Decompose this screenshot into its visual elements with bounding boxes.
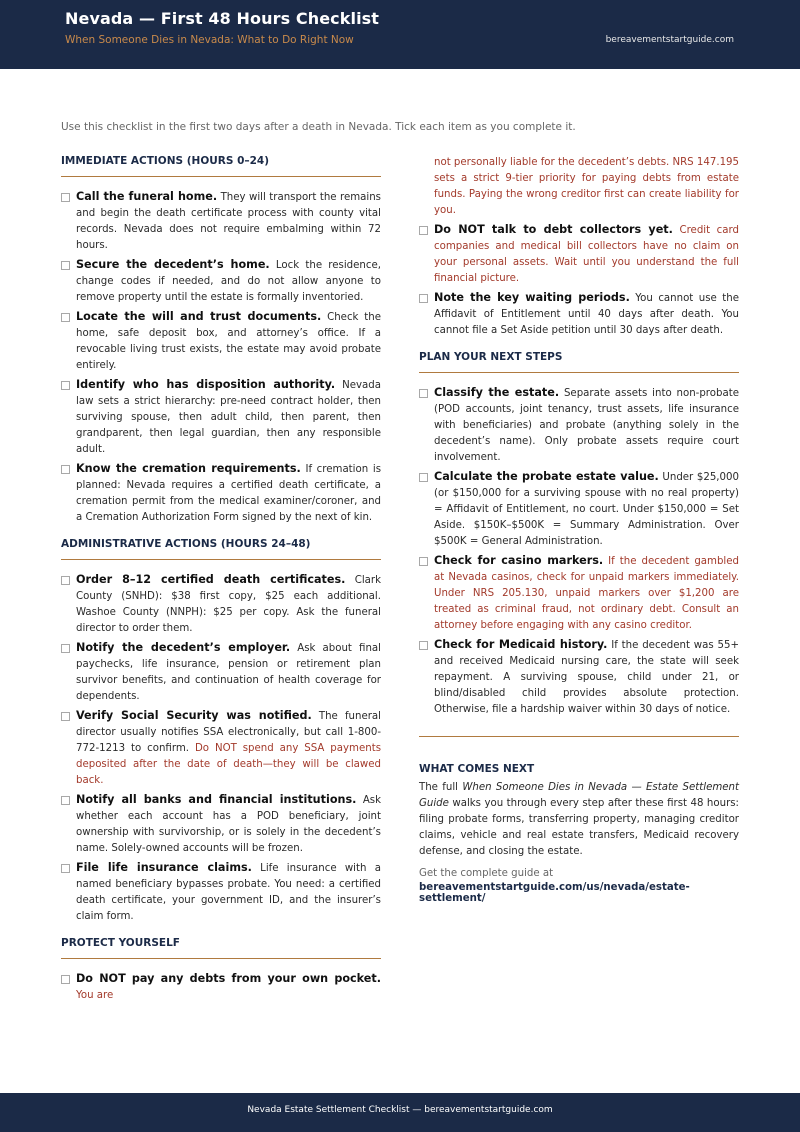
checkbox[interactable] [61, 796, 70, 805]
item-lead: Identify who has disposition authority. [76, 378, 336, 391]
checklist-item [61, 792, 381, 857]
item-lead: Notify the decedent’s employer. [76, 641, 291, 654]
guide-link[interactable]: bereavementstartguide.com/us/nevada/estate-settlement/ [419, 882, 690, 904]
checkbox[interactable] [61, 712, 70, 721]
checkbox[interactable] [61, 644, 70, 653]
page-header [0, 0, 800, 69]
item-warning: Credit card companies and medical bill collectors have no claim on your personal assets. Wait until you understand the full financial picture. [434, 225, 739, 284]
item-lead: Call the funeral home. [76, 190, 218, 203]
checkbox[interactable] [419, 473, 428, 482]
what-comes-next-heading: WHAT COMES NEXT [419, 763, 535, 775]
checklist-item [419, 637, 739, 718]
item-lead: Do NOT pay any debts from your own pocket. [76, 972, 381, 985]
item-lead: Calculate the probate estate value. [434, 470, 659, 483]
item-lead: Check for Medicaid history. [434, 638, 608, 651]
item-warning: You are [76, 990, 114, 1001]
checklist-item [419, 290, 739, 339]
item-lead: Check for casino markers. [434, 554, 604, 567]
checklist-item [419, 469, 739, 550]
guide-cta: Get the complete guide at [419, 868, 554, 879]
checklist-item [61, 572, 381, 637]
intro-text: Use this checklist in the first two days after a death in Nevada. Tick each item as you complete it. [61, 121, 576, 133]
item-text: Separate assets into non-probate (POD accounts, joint tenancy, trust assets, life insurance with beneficiaries) and probate (anything solely in the decedent’s name). Only probate assets require court involvement. [434, 388, 739, 463]
item-text: Under $25,000 (or $150,000 for a surviving spouse with no real property) = Affidavit of Entitlement, no court. Under $150,000 = Set Aside. $150K–$500K = Summary Administration. Over $500K = General Administration. [434, 472, 739, 547]
item-lead: Notify all banks and financial institutions. [76, 793, 357, 806]
item-warning: Do NOT spend any SSA payments deposited after the date of death—they will be clawed back. [76, 743, 381, 786]
body-pre: The full [419, 782, 463, 793]
checklist-item [61, 309, 381, 374]
checkbox[interactable] [419, 226, 428, 235]
item-lead: File life insurance claims. [76, 861, 252, 874]
right-column [419, 155, 739, 904]
item-lead: Note the key waiting periods. [434, 291, 630, 304]
divider [419, 736, 739, 737]
checkbox[interactable] [61, 465, 70, 474]
item-text: You cannot use the Affidavit of Entitlement until 40 days after death. You cannot file a Set Aside petition until 30 days after death. [434, 293, 739, 336]
item-text: Nevada law sets a strict hierarchy: pre-need contract holder, then surviving spouse, then adult child, then parent, then grandparent, then legal guardian, then any responsible adult. [76, 380, 381, 455]
item-text: If cremation is planned: Nevada requires a certified death certificate, a cremation permit from the medical examiner/coroner, and a Cremation Authorization Form signed by the next of kin. [76, 464, 381, 523]
section-heading-protect: PROTECT YOURSELF [61, 937, 381, 959]
page-subtitle: When Someone Dies in Nevada: What to Do Right Now [65, 34, 354, 46]
section-heading-plan: PLAN YOUR NEXT STEPS [419, 351, 739, 373]
what-comes-next-body [419, 780, 739, 860]
section-heading-administrative: ADMINISTRATIVE ACTIONS (HOURS 24–48) [61, 538, 381, 560]
item-text: They will transport the remains and begin the death certificate process with county vital records. Nevada does not require embalming within 72 hours. [76, 192, 381, 251]
checkbox[interactable] [61, 381, 70, 390]
item-lead: Classify the estate. [434, 386, 560, 399]
checklist-protect [61, 971, 381, 1004]
section-heading-immediate: IMMEDIATE ACTIONS (HOURS 0–24) [61, 155, 381, 177]
checkbox[interactable] [419, 389, 428, 398]
checkbox[interactable] [61, 193, 70, 202]
checklist-item [61, 377, 381, 458]
item-lead: Do NOT talk to debt collectors yet. [434, 223, 673, 236]
item-text: Clark County (SNHD): $38 first copy, $25 each additional. Washoe County (NNPH): $25 per copy. Ask the funeral director to order them. [76, 575, 382, 634]
checklist-immediate [61, 189, 381, 526]
item-lead: Verify Social Security was notified. [76, 709, 312, 722]
checklist-item [61, 708, 381, 789]
checkbox[interactable] [61, 975, 70, 984]
checklist-item [61, 640, 381, 705]
guide-title: When Someone Dies in Nevada — Estate Settlement Guide [419, 782, 739, 809]
checklist-item [419, 222, 739, 287]
checkbox[interactable] [419, 641, 428, 650]
checkbox[interactable] [61, 261, 70, 270]
item-text: Ask whether each account has a POD beneficiary, joint ownership with survivorship, or is solely in the decedent’s name. Solely-owned accounts will be frozen. [76, 795, 382, 854]
checklist-item [61, 860, 381, 925]
item-text: Check the home, safe deposit box, and attorney’s office. If a revocable living trust exists, the estate may avoid probate entirely. [76, 312, 382, 371]
checkbox[interactable] [61, 313, 70, 322]
item-text: Lock the residence, change codes if needed, and do not allow anyone to remove property until the estate is formally inventoried. [76, 260, 381, 303]
checkbox[interactable] [61, 576, 70, 585]
item-text: Life insurance with a named beneficiary bypasses probate. You need: a certified death certificate, your government ID, and the insurer’s claim form. [76, 863, 381, 922]
item-warning: If the decedent gambled at Nevada casinos, check for unpaid markers immediately. Under NRS 205.130, unpaid markers over $1,200 are treated as criminal fraud, not ordinary debt. Consult an attorney before engaging with any casino creditor. [434, 556, 739, 631]
body-post: walks you through every step after these first 48 hours: filing probate forms, transferring property, managing creditor claims, vehicle and real estate transfers, Medicaid recovery defense, and closing the estate. [419, 798, 739, 857]
checklist-item [61, 461, 381, 526]
checklist-item [419, 553, 739, 634]
page-title: Nevada — First 48 Hours Checklist [65, 9, 380, 28]
checkbox[interactable] [419, 294, 428, 303]
checklist-item [419, 385, 739, 466]
protect-item-continued: not personally liable for the decedent’s debts. NRS 147.195 sets a strict 9-tier priority for paying debts from estate funds. Paying the wrong creditor first can create liability for you. [434, 157, 740, 216]
checklist-item [61, 971, 381, 1004]
item-lead: Order 8–12 certified death certificates. [76, 573, 346, 586]
checklist-item [61, 257, 381, 306]
item-lead: Secure the decedent’s home. [76, 258, 270, 271]
item-lead: Know the cremation requirements. [76, 462, 301, 475]
item-text: If the decedent was 55+ and received Medicaid nursing care, the state will seek repayment. A surviving spouse, child under 21, or blind/disabled child provides absolute protection. Otherwise, file a hardship waiver within 30 days of notice. [434, 640, 740, 715]
checklist-protect-continued [419, 222, 739, 339]
left-column [61, 155, 381, 1007]
checklist-administrative [61, 572, 381, 925]
checklist-plan [419, 385, 739, 718]
checkbox[interactable] [61, 864, 70, 873]
item-text: Ask about final paychecks, life insurance, pension or retirement plan survivor benefits, and continuation of health coverage for dependents. [76, 643, 381, 702]
page-footer: Nevada Estate Settlement Checklist — bereavementstartguide.com [0, 1093, 800, 1132]
checklist-item [61, 189, 381, 254]
item-text: The funeral director usually notifies SSA electronically, but call 1-800-772-1213 to confirm. [76, 711, 381, 754]
item-lead: Locate the will and trust documents. [76, 310, 322, 323]
checkbox[interactable] [419, 557, 428, 566]
header-site-link[interactable]: bereavementstartguide.com [605, 35, 734, 45]
